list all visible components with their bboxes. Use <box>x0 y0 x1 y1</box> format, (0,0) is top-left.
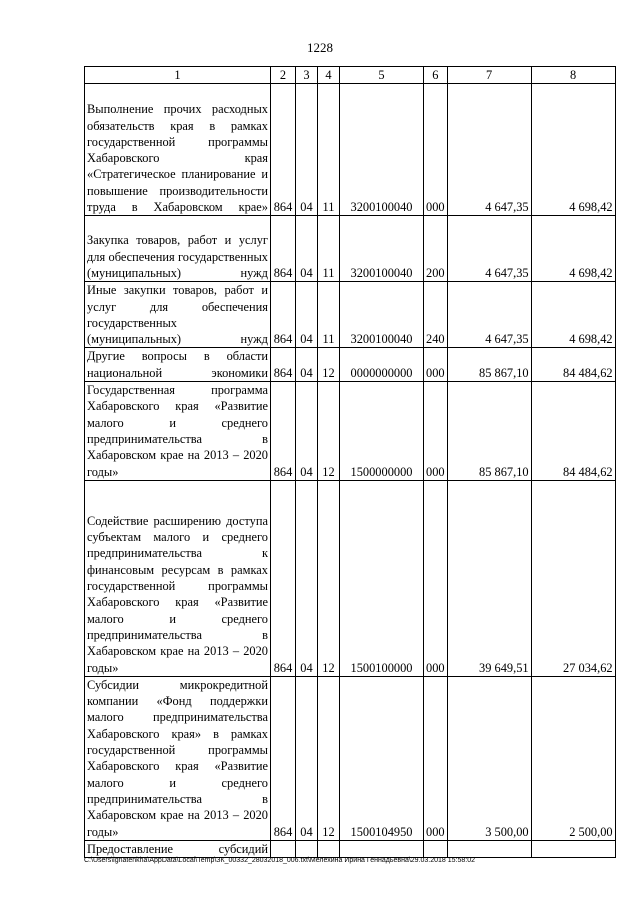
row-year1: 4 647,35 <box>447 282 531 348</box>
row-year2 <box>531 840 615 857</box>
row-rz: 04 <box>296 382 318 481</box>
row-name: Государственная программа Хабаровского края «Развитие малого и среднего предпринимательства в Хабаровском крае на 2013 – 2020 годы» <box>85 382 271 481</box>
row-grbs: 864 <box>271 382 296 481</box>
row-vr: 000 <box>424 84 448 216</box>
row-year1: 3 500,00 <box>447 676 531 840</box>
row-year2: 27 034,62 <box>531 480 615 676</box>
row-pr: 12 <box>318 480 340 676</box>
row-year1: 85 867,10 <box>447 348 531 382</box>
row-rz: 04 <box>296 676 318 840</box>
column-header: 7 <box>447 67 531 84</box>
file-path-footer: C:\Users\ignatenkha\AppData\Local\Temp\ЗК_00332_28032018_006.txt\Мелехина Ирина Геннадьевна\29.03.2018 15:58:02 <box>84 857 476 864</box>
row-pr: 12 <box>318 676 340 840</box>
table-row <box>85 84 616 216</box>
row-year2: 2 500,00 <box>531 676 615 840</box>
row-csr: 3200100040 <box>340 216 424 282</box>
row-year2: 84 484,62 <box>531 348 615 382</box>
table-row <box>85 676 616 840</box>
row-csr: 3200100040 <box>340 282 424 348</box>
row-year1: 4 647,35 <box>447 216 531 282</box>
row-grbs: 864 <box>271 676 296 840</box>
table-row <box>85 480 616 676</box>
row-year1: 4 647,35 <box>447 84 531 216</box>
page-number: 1228 <box>307 40 333 55</box>
row-csr: 1500100000 <box>340 480 424 676</box>
row-name: Другие вопросы в области национальной экономики <box>85 348 271 382</box>
row-vr: 000 <box>424 480 448 676</box>
row-year2: 4 698,42 <box>531 282 615 348</box>
table-row <box>85 348 616 382</box>
row-vr <box>424 840 448 857</box>
row-pr: 11 <box>318 84 340 216</box>
row-csr: 1500104950 <box>340 676 424 840</box>
row-vr: 000 <box>424 348 448 382</box>
row-name: Выполнение прочих расходных обязательств края в рамках государственной программы Хабаровского края «Стратегическое планирование и повышение производительности труда в Хабаровском крае» <box>85 84 271 216</box>
table-row <box>85 216 616 282</box>
table-row <box>85 382 616 481</box>
column-header: 2 <box>271 67 296 84</box>
row-pr: 11 <box>318 282 340 348</box>
table-row <box>85 282 616 348</box>
column-header: 8 <box>531 67 615 84</box>
row-pr: 12 <box>318 382 340 481</box>
row-vr: 240 <box>424 282 448 348</box>
row-pr <box>318 840 340 857</box>
row-grbs: 864 <box>271 282 296 348</box>
budget-table <box>84 66 616 858</box>
row-grbs: 864 <box>271 216 296 282</box>
table-header-row <box>85 67 616 84</box>
row-rz: 04 <box>296 348 318 382</box>
row-grbs: 864 <box>271 84 296 216</box>
row-vr: 200 <box>424 216 448 282</box>
row-year2: 4 698,42 <box>531 216 615 282</box>
column-header: 3 <box>296 67 318 84</box>
row-pr: 11 <box>318 216 340 282</box>
row-rz: 04 <box>296 84 318 216</box>
table-row <box>85 840 616 857</box>
row-rz: 04 <box>296 480 318 676</box>
row-year1: 39 649,51 <box>447 480 531 676</box>
row-csr: 3200100040 <box>340 84 424 216</box>
row-year1: 85 867,10 <box>447 382 531 481</box>
row-name: Закупка товаров, работ и услуг для обеспечения государственных (муниципальных) нужд <box>85 216 271 282</box>
row-vr: 000 <box>424 382 448 481</box>
row-rz: 04 <box>296 216 318 282</box>
row-rz: 04 <box>296 282 318 348</box>
row-year1 <box>447 840 531 857</box>
row-name: Содействие расширению доступа субъектам малого и среднего предпринимательства к финансовым ресурсам в рамках государственной программы Хабаровского края «Развитие малого и среднего предпринимательства в Хабаровском крае на 2013 – 2020 годы» <box>85 480 271 676</box>
row-csr <box>340 840 424 857</box>
row-name: Иные закупки товаров, работ и услуг для обеспечения государственных (муниципальных) нужд <box>85 282 271 348</box>
row-csr: 0000000000 <box>340 348 424 382</box>
row-csr: 1500000000 <box>340 382 424 481</box>
row-name: Субсидии микрокредитной компании «Фонд поддержки малого предпринимательства Хабаровского края» в рамках государственной программы Хабаровского края «Развитие малого и среднего предпринимательства в Хабаровском крае на 2013 – 2020 годы» <box>85 676 271 840</box>
row-grbs: 864 <box>271 348 296 382</box>
row-vr: 000 <box>424 676 448 840</box>
column-header: 4 <box>318 67 340 84</box>
row-pr: 12 <box>318 348 340 382</box>
column-header: 1 <box>85 67 271 84</box>
row-name: Предоставление субсидий <box>85 840 271 857</box>
row-year2: 4 698,42 <box>531 84 615 216</box>
row-year2: 84 484,62 <box>531 382 615 481</box>
row-grbs <box>271 840 296 857</box>
column-header: 6 <box>424 67 448 84</box>
column-header: 5 <box>340 67 424 84</box>
row-grbs: 864 <box>271 480 296 676</box>
row-rz <box>296 840 318 857</box>
